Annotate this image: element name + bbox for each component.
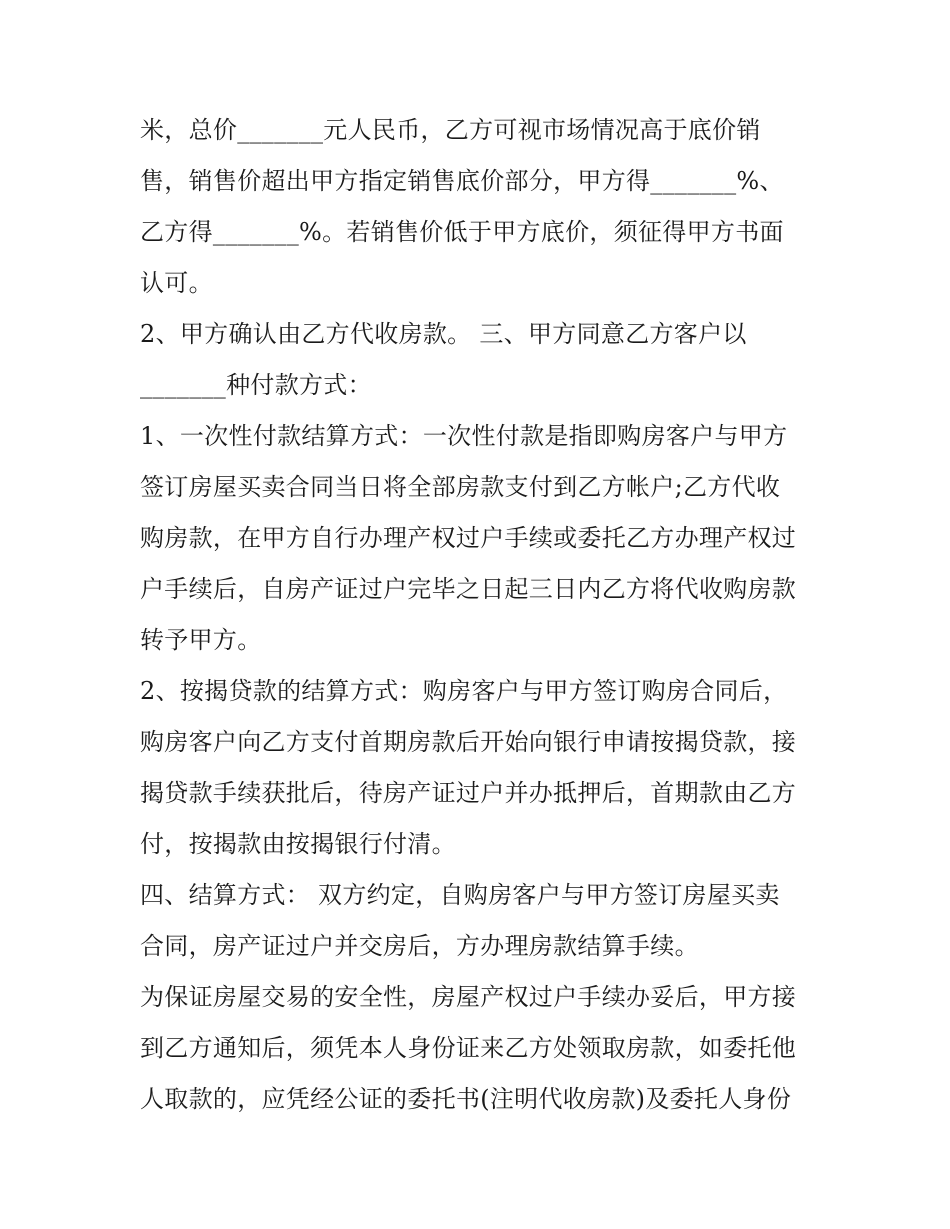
text-line: 人取款的，应凭经公证的委托书(注明代收房款)及委托人身份 bbox=[140, 1085, 792, 1113]
text-line: 付，按揭款由按揭银行付清。 bbox=[140, 830, 456, 858]
text-line: 购房款，在甲方自行办理产权过户手续或委托乙方办理产权过 bbox=[140, 524, 797, 552]
text-line: 签订房屋买卖合同当日将全部房款支付到乙方帐户;乙方代收 bbox=[140, 473, 781, 501]
text-line: 2、按揭贷款的结算方式：购房客户与甲方签订购房合同后， bbox=[140, 677, 788, 705]
text-line: 购房客户向乙方支付首期房款后开始向银行申请按揭贷款，接 bbox=[140, 728, 797, 756]
text-line: 米，总价_______元人民币，乙方可视市场情况高于底价销 bbox=[140, 116, 761, 144]
document-body bbox=[140, 105, 820, 1125]
text-line: 转予甲方。 bbox=[140, 626, 262, 654]
text-line: 四、结算方式： 双方约定，自购房客户与甲方签订房屋买卖 bbox=[140, 881, 780, 909]
text-line: 1、一次性付款结算方式：一次性付款是指即购房客户与甲方 bbox=[140, 422, 788, 450]
text-line: 为保证房屋交易的安全性，房屋产权过户手续办妥后，甲方接 bbox=[140, 983, 797, 1011]
text-line: 户手续后，自房产证过户完毕之日起三日内乙方将代收购房款 bbox=[140, 575, 797, 603]
text-line: 乙方得_______%。若销售价低于甲方底价，须征得甲方书面 bbox=[140, 218, 784, 246]
text-line: 合同，房产证过户并交房后，方办理房款结算手续。 bbox=[140, 932, 699, 960]
text-line: 到乙方通知后，须凭本人身份证来乙方处领取房款，如委托他 bbox=[140, 1034, 797, 1062]
text-line: _______种付款方式： bbox=[140, 371, 372, 399]
text-line: 2、甲方确认由乙方代收房款。 三、甲方同意乙方客户以 bbox=[140, 320, 747, 348]
text-line: 认可。 bbox=[140, 269, 213, 297]
text-line: 售，销售价超出甲方指定销售底价部分，甲方得_______%、 bbox=[140, 167, 784, 195]
text-line: 揭贷款手续获批后，待房产证过户并办抵押后，首期款由乙方 bbox=[140, 779, 797, 807]
